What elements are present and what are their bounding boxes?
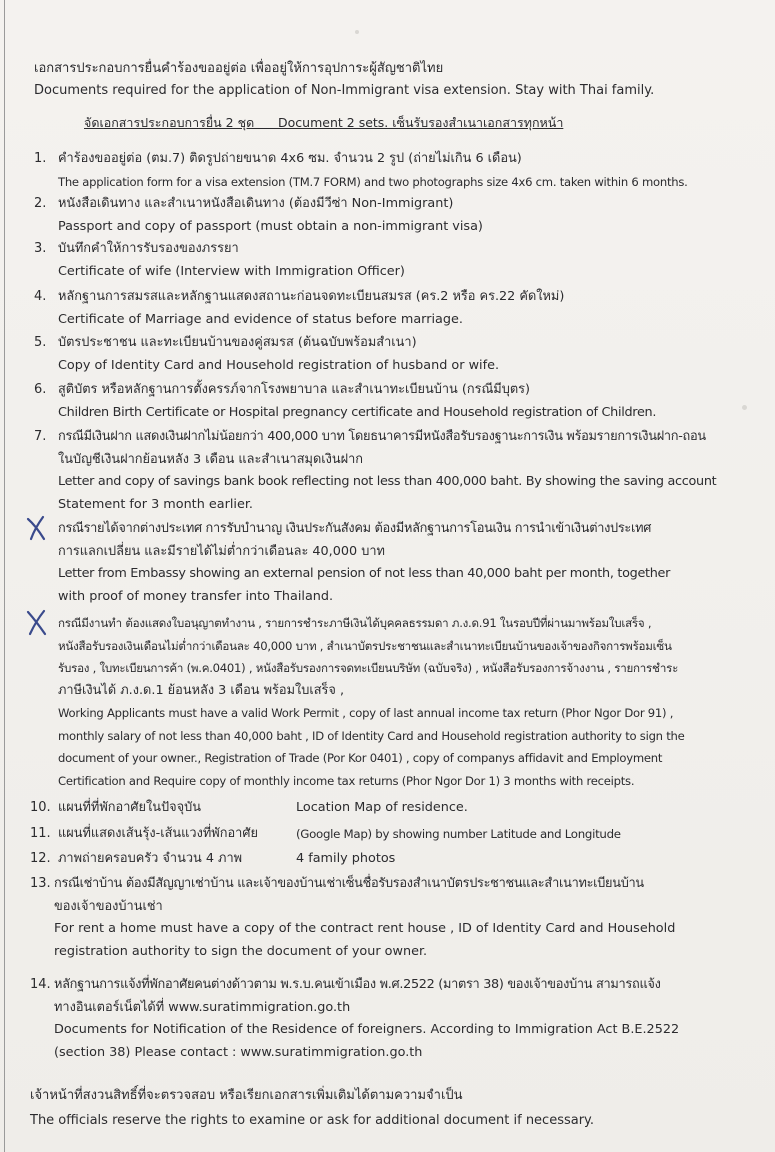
- x-mark-icon: [24, 514, 50, 542]
- item-number: 3.: [34, 241, 47, 256]
- item-line-thai: คำร้องขออยู่ต่อ (ตม.7) ติดรูปถ่ายขนาด 4x6 ซม. จำนวน 2 รูป (ถ่ายไม่เกิน 6 เดือน): [58, 151, 522, 166]
- item-line-thai: บัตรประชาชน และทะเบียนบ้านของคู่สมรส (ต้นฉบับพร้อมสำเนา): [58, 335, 417, 350]
- item-line-english: Copy of Identity Card and Household registration of husband or wife.: [58, 357, 500, 373]
- footer-thai: เจ้าหน้าที่สงวนสิทธิ์ที่จะตรวจสอบ หรือเรียกเอกสารเพิ่มเติมได้ตามความจำเป็น: [30, 1088, 463, 1103]
- item-english: (Google Map) by showing number Latitude and Longitude: [296, 827, 621, 841]
- item-thai: แผนที่แสดงเส้นรุ้ง-เส้นแวงที่พักอาศัย: [58, 826, 258, 841]
- item-line-english: (section 38) Please contact : www.suratimmigration.go.th: [54, 1044, 423, 1060]
- item-line-thai: กรณีรายได้จากต่างประเทศ การรับบำนาญ เงินประกันสังคม ต้องมีหลักฐานการโอนเงิน การนำเข้าเงินต่างประเทศ: [58, 521, 652, 536]
- item-number: 13.: [30, 876, 51, 891]
- item-line-english: registration authority to sign the document of your owner.: [54, 943, 428, 959]
- item-line-thai: ในบัญชีเงินฝากย้อนหลัง 3 เดือน และสำเนาสมุดเงินฝาก: [58, 451, 364, 467]
- item-line-thai: หนังสือเดินทาง และสำเนาหนังสือเดินทาง (ต้องมีวีซ่า Non-Immigrant): [58, 196, 454, 211]
- item-line-english: document of your owner., Registration of Trade (Por Kor 0401) , copy of companys affidavit and Employment: [58, 751, 663, 765]
- item-line-english: Certification and Require copy of monthly income tax returns (Phor Ngor Dor 1) 3 months with receipts.: [58, 773, 635, 788]
- item-thai: ภาพถ่ายครอบครัว จำนวน 4 ภาพ: [58, 851, 243, 866]
- item-line-english: Children Birth Certificate or Hospital pregnancy certificate and Household registration of Children.: [58, 404, 657, 420]
- item-line-english: with proof of money transfer into Thailand.: [58, 588, 334, 604]
- item-line-thai: ทางอินเตอร์เน็ตได้ที่ www.suratimmigration.go.th: [54, 999, 351, 1015]
- item-number: 7.: [34, 429, 47, 444]
- page-edge: [4, 0, 5, 1152]
- item-number: 1.: [34, 151, 47, 166]
- item-number: 6.: [34, 382, 47, 397]
- item-line-thai: กรณีมีงานทำ ต้องแสดงใบอนุญาตทำงาน , รายการชำระภาษีเงินได้บุคคลธรรมดา ภ.ง.ด.91 ในรอบปีที่ผ่านมาพร้อมใบเสร็จ ,: [58, 616, 652, 630]
- item-english: Location Map of residence.: [296, 800, 468, 815]
- item-line-english: Working Applicants must have a valid Work Permit , copy of last annual income tax return (Phor Ngor Dor 91) ,: [58, 706, 674, 720]
- item-number: 14.: [30, 977, 51, 992]
- item-line-english: Statement for 3 month earlier.: [58, 496, 253, 512]
- item-line-english: The application form for a visa extension (TM.7 FORM) and two photographs size 4x6 cm. taken within 6 months.: [58, 174, 688, 189]
- item-line-thai: กรณีเช่าบ้าน ต้องมีสัญญาเช่าบ้าน และเจ้าของบ้านเช่าเซ็นชื่อรับรองสำเนาบัตรประชาชนและสำเนาทะเบียนบ้าน: [54, 876, 644, 891]
- item-line-english: Documents for Notification of the Residence of foreigners. According to Immigration Act B.E.2522: [54, 1022, 680, 1037]
- document-header: [34, 58, 754, 102]
- item-line-thai: หลักฐานการสมรสและหลักฐานแสดงสถานะก่อนจดทะเบียนสมรส (คร.2 หรือ คร.22 คัดใหม่): [58, 289, 565, 304]
- speck: [355, 30, 359, 34]
- document-footer: [30, 1083, 750, 1133]
- item-line-thai: ภาษีเงินได้ ภ.ง.ด.1 ย้อนหลัง 3 เดือน พร้อมใบเสร็จ ,: [58, 682, 345, 698]
- item-line-thai: กรณีมีเงินฝาก แสดงเงินฝากไม่น้อยกว่า 400,000 บาท โดยธนาคารมีหนังสือรับรองฐานะการเงิน พร้อมรายการเงินฝาก-ถอน: [58, 429, 706, 444]
- item-thai: แผนที่ที่พักอาศัยในปัจจุบัน: [58, 800, 202, 815]
- item-number: 2.: [34, 196, 47, 211]
- list-item: [30, 848, 754, 872]
- item-line-english: Letter from Embassy showing an external pension of not less than 40,000 baht per month, together: [58, 566, 671, 581]
- list-item: [30, 823, 754, 847]
- title-thai: เอกสารประกอบการยื่นคำร้องขออยู่ต่อ เพื่ออยู่ให้การอุปการะผู้สัญชาติไทย: [34, 61, 444, 76]
- item-line-thai: บันทึกคำให้การรับรองของภรรยา: [58, 241, 239, 256]
- item-line-thai: หนังสือรับรองเงินเดือนไม่ต่ำกว่าเดือนละ 40,000 บาท , สำเนาบัตรประชาชนและสำเนาทะเบียนบ้านของเจ้าของกิจการพร้อมเซ็น: [58, 638, 672, 653]
- item-line-thai: ของเจ้าของบ้านเช่า: [54, 898, 163, 914]
- item-line-english: Passport and copy of passport (must obtain a non-immigrant visa): [58, 218, 483, 234]
- item-english: 4 family photos: [296, 851, 396, 866]
- item-line-english: Certificate of wife (Interview with Immigration Officer): [58, 263, 405, 279]
- list-item: [30, 797, 754, 821]
- item-line-thai: รับรอง , ใบทะเบียนการค้า (พ.ค.0401) , หนังสือรับรองการจดทะเบียนบริษัท (ฉบับจริง) , หนังสือรับรองการจ้างงาน , รายการชำระ: [58, 661, 679, 675]
- item-line-english: Certificate of Marriage and evidence of status before marriage.: [58, 311, 463, 327]
- item-line-english: For rent a home must have a copy of the contract rent house , ID of Identity Card and Household: [54, 921, 676, 936]
- footer-english: The officials reserve the rights to examine or ask for additional document if necessary.: [30, 1113, 595, 1128]
- document-sets-line: จัดเอกสารประกอบการยื่น 2 ชุด Document 2 sets. เซ็นรับรองสำเนาเอกสารทุกหน้า: [84, 115, 564, 130]
- item-number: 4.: [34, 289, 47, 304]
- item-line-english: monthly salary of not less than 40,000 baht , ID of Identity Card and Household registration authority to sign the: [58, 728, 685, 743]
- title-english: Documents required for the application of Non-Immigrant visa extension. Stay with Thai family.: [34, 83, 655, 98]
- item-line-thai: การแลกเปลี่ยน และมีรายได้ไม่ต่ำกว่าเดือนละ 40,000 บาท: [58, 543, 385, 559]
- item-line-english: Letter and copy of savings bank book reflecting not less than 400,000 baht. By showing the saving account: [58, 474, 717, 489]
- item-number: 12.: [30, 851, 51, 866]
- item-line-thai: สูติบัตร หรือหลักฐานการตั้งครรภ์จากโรงพยาบาล และสำเนาทะเบียนบ้าน (กรณีมีบุตร): [58, 382, 531, 397]
- item-number: 11.: [30, 826, 51, 841]
- item-line-thai: หลักฐานการแจ้งที่พักอาศัยคนต่างด้าวตาม พ.ร.บ.คนเข้าเมือง พ.ศ.2522 (มาตรา 38) ของเจ้าของบ้าน สามารถแจ้ง: [54, 977, 661, 992]
- item-number: 10.: [30, 800, 51, 815]
- item-number: 5.: [34, 335, 47, 350]
- x-mark-icon: [24, 608, 50, 636]
